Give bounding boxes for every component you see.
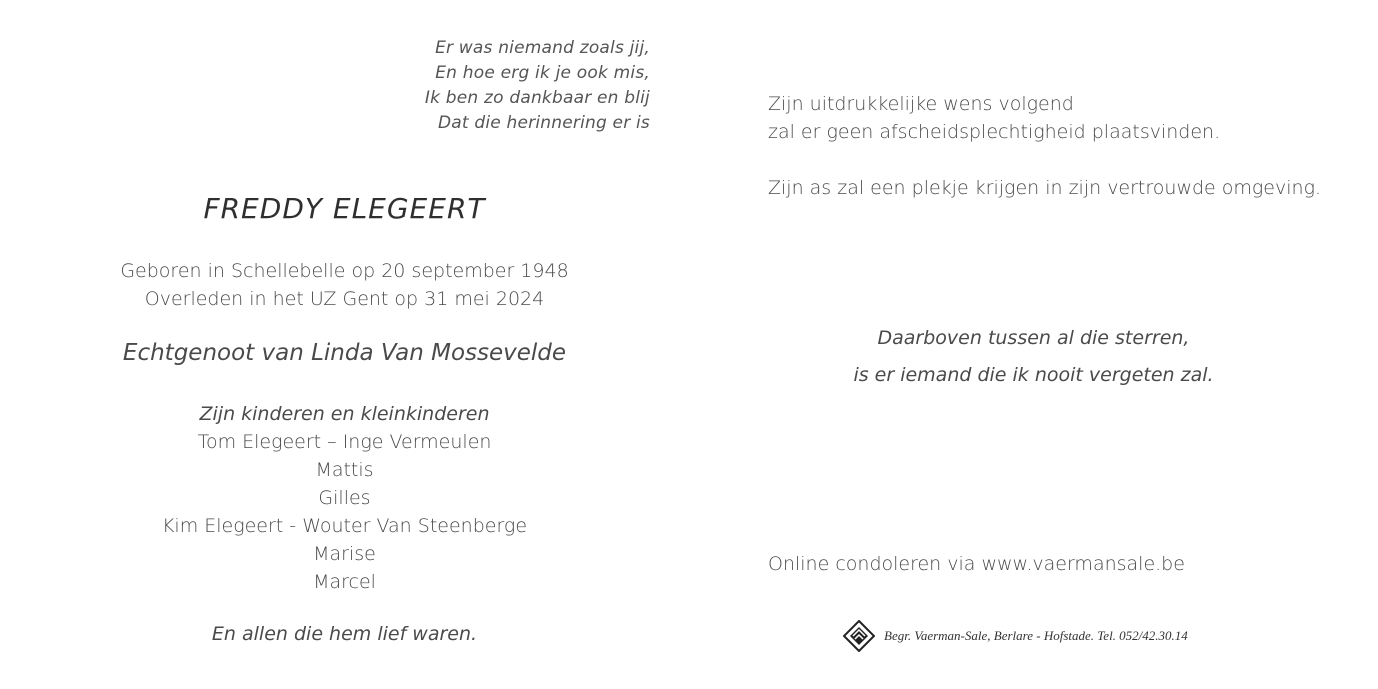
birth-info: Geboren in Schellebelle op 20 september 1948	[120, 260, 569, 282]
quote-line: Daarboven tussen al die sterren,	[877, 327, 1190, 349]
poem-line: Er was niemand zoals jij,	[435, 38, 650, 58]
quote	[689, 320, 1378, 394]
death-info: Overleden in het UZ Gent op 31 mei 2024	[144, 288, 545, 310]
family-member: Mattis	[315, 459, 374, 481]
family-heading: Zijn kinderen en kleinkinderen	[199, 403, 490, 425]
family-member: Tom Elegeert – Inge Vermeulen	[197, 431, 492, 453]
funeral-home-info: Begr. Vaerman-Sale, Berlare - Hofstade. Tel. 052/42.30.14	[884, 628, 1188, 643]
family-member: Kim Elegeert - Wouter Van Steenberge	[161, 515, 528, 537]
wishes-line: zal er geen afscheidsplechtigheid plaatsvinden.	[768, 121, 1221, 143]
footer	[843, 620, 1188, 652]
wishes-text	[768, 90, 1321, 202]
poem-line: Ik ben zo dankbaar en blij	[424, 88, 650, 108]
quote-line: is er iemand die ik nooit vergeten zal.	[853, 364, 1214, 386]
family-member: Gilles	[318, 487, 371, 509]
poem-line: Dat die herinnering er is	[437, 113, 650, 133]
spouse-line: Echtgenoot van Linda Van Mossevelde	[122, 340, 567, 366]
family-list	[0, 400, 689, 596]
family-member: Marise	[313, 543, 376, 565]
online-condolence-text: Online condoleren via www.vaermansale.be	[768, 553, 1185, 575]
spacer	[768, 146, 1321, 174]
life-dates	[0, 257, 689, 313]
wishes-line: Zijn uitdrukkelijke wens volgend	[768, 93, 1074, 115]
family-member: Marcel	[313, 571, 376, 593]
poem-line: En hoe erg ik je ook mis,	[435, 63, 650, 83]
right-page	[689, 0, 1378, 689]
closing-line: En allen die hem lief waren.	[211, 623, 478, 645]
funeral-home-logo-icon	[843, 620, 875, 652]
ashes-line: Zijn as zal een plekje krijgen in zijn vertrouwde omgeving.	[768, 177, 1322, 199]
poem	[425, 36, 650, 136]
deceased-name: FREDDY ELEGEERT	[203, 192, 486, 225]
